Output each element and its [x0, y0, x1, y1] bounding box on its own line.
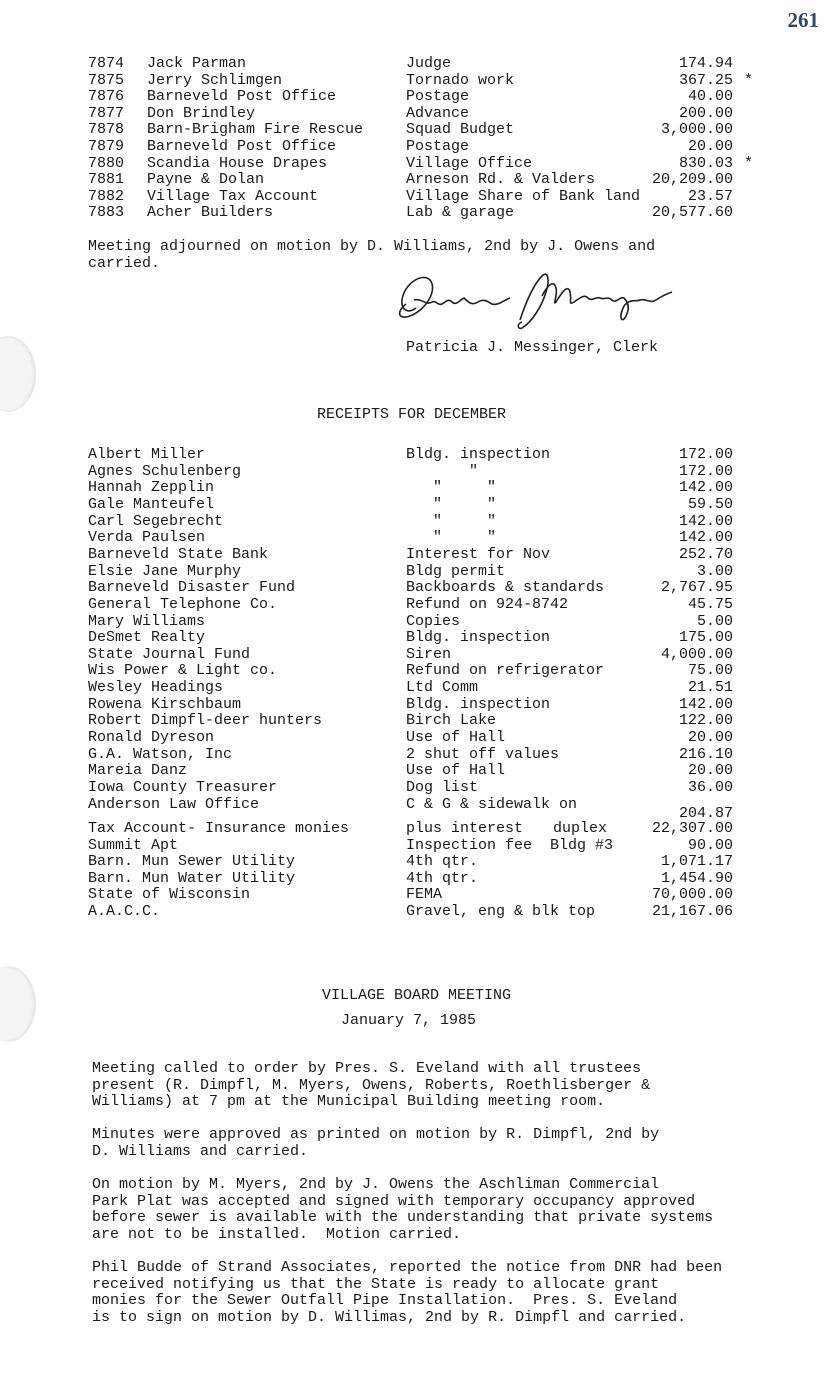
receipt-amount: 142.00	[678, 479, 733, 497]
payee-name: Payne & Dolan	[147, 171, 265, 189]
receipt-description: " "	[406, 529, 497, 547]
check-number: 7881	[88, 171, 125, 189]
payment-description: Postage	[406, 138, 470, 155]
receipt-description: Refund on refrigerator	[406, 662, 605, 680]
receipt-description: Inspection fee Bldg #3	[406, 836, 614, 854]
payee-name: Barneveld Post Office	[147, 138, 337, 155]
receipt-name: Barneveld State Bank	[88, 545, 269, 563]
receipt-name: State of Wisconsin	[88, 886, 251, 904]
receipt-amount: 216.10	[678, 745, 733, 763]
receipt-amount: 4,000.00	[660, 645, 733, 663]
payment-description: Village Share of Bank land	[406, 187, 641, 205]
receipt-description: Use of Hall	[406, 729, 506, 747]
receipt-description: Copies	[406, 612, 461, 630]
receipt-amount: 175.00	[678, 629, 733, 647]
meeting-date: January 7, 1985	[341, 1012, 477, 1029]
check-number: 7883	[88, 204, 125, 222]
receipt-description: Ltd Comm	[406, 679, 479, 697]
punch-hole	[0, 966, 36, 1042]
receipt-name: Mareia Danz	[88, 762, 188, 780]
payee-name: Village Tax Account	[147, 187, 319, 205]
receipt-amount: 1,454.90	[660, 869, 733, 887]
payment-amount: 20,209.00	[651, 171, 733, 189]
receipt-description: " "	[406, 479, 497, 497]
paragraph: On motion by M. Myers, 2nd by J. Owens the Aschliman Commercial Park Plat was accepted and signed with temporary occupancy approved before sewer is available with the understanding that private systems are not to be installed. Motion carried.	[92, 1176, 714, 1243]
receipts-heading: RECEIPTS FOR DECEMBER	[317, 406, 507, 423]
receipt-description: Interest for Nov	[406, 545, 551, 563]
receipt-description: Use of Hall	[406, 762, 506, 780]
page-number: 261	[787, 8, 819, 32]
receipt-amount: 70,000.00	[651, 886, 733, 904]
receipt-amount: 172.00	[678, 446, 733, 463]
payment-description: Tornado work	[406, 71, 515, 89]
paragraph: Meeting called to order by Pres. S. Eveland with all trustees present (R. Dimpfl, M. Myers, Owens, Roberts, Roethlisberger & Williams) at 7 pm at the Municipal Building meeting room.	[92, 1060, 651, 1110]
receipt-name: Ronald Dyreson	[88, 729, 215, 747]
payee-name: Jack Parman	[147, 55, 247, 72]
receipt-description: Bldg. inspection	[406, 629, 551, 647]
receipt-amount: 20.00	[687, 762, 733, 780]
receipt-name: Iowa County Treasurer	[88, 779, 278, 796]
check-number: 7877	[88, 104, 125, 122]
receipt-description: Birch Lake	[406, 712, 497, 730]
receipt-description: Backboards & standards	[406, 579, 605, 597]
receipt-name: Wesley Headings	[88, 679, 224, 697]
payment-amount: 23.57	[687, 187, 733, 205]
clerk-name: Patricia J. Messinger, Clerk	[406, 339, 659, 356]
receipt-description: Siren	[406, 645, 452, 663]
receipt-name: Rowena Kirschbaum	[88, 695, 242, 713]
payment-amount: 174.94	[678, 55, 733, 72]
receipt-amount: 142.00	[678, 512, 733, 530]
receipt-amount: 36.00	[687, 779, 733, 796]
paragraph: Phil Budde of Strand Associates, reported the notice from DNR had been received notifying us that the State is ready to allocate grant monies for the Sewer Outfall Pipe Installation. Pres. S. Eveland is to sign on motion by D. Willimas, 2nd by R. Dimpfl and carried.	[92, 1259, 723, 1326]
payee-name: Acher Builders	[147, 204, 274, 222]
meeting-heading: VILLAGE BOARD MEETING	[322, 987, 512, 1004]
star-mark: *	[744, 71, 754, 89]
receipt-description: 4th qtr.	[406, 869, 479, 887]
payment-description: Squad Budget	[406, 121, 515, 139]
payment-description: Lab & garage	[406, 204, 515, 222]
receipt-amount: 2,767.95	[660, 579, 733, 597]
signature	[392, 262, 682, 338]
punch-hole	[0, 336, 36, 412]
receipt-name: Barn. Mun Water Utility	[88, 869, 296, 887]
receipt-description: plus interest	[406, 820, 524, 837]
receipt-name: Mary Williams	[88, 612, 206, 630]
receipt-name: Albert Miller	[88, 446, 206, 463]
receipt-amount: 142.00	[678, 529, 733, 547]
check-number: 7878	[88, 121, 125, 139]
receipt-name: A.A.C.C.	[88, 903, 161, 920]
receipt-amount: 22,307.00	[651, 820, 733, 837]
receipt-description: "	[406, 462, 479, 480]
anderson-amount: 204.87	[678, 805, 733, 822]
check-number: 7879	[88, 138, 125, 155]
receipt-description: Bldg. inspection	[406, 695, 551, 713]
receipt-amount: 122.00	[678, 712, 733, 730]
receipt-name: Robert Dimpfl-deer hunters	[88, 712, 323, 730]
payment-amount: 3,000.00	[660, 121, 733, 139]
payment-description: Village Office	[406, 154, 533, 172]
payment-description: Arneson Rd. & Valders	[406, 171, 596, 189]
payment-amount: 20,577.60	[651, 204, 733, 222]
receipt-name: Barneveld Disaster Fund	[88, 579, 296, 597]
receipt-name: Wis Power & Light co.	[88, 662, 278, 680]
receipt-name: Verda Paulsen	[88, 529, 206, 547]
adjourned-text: Meeting adjourned on motion by D. Williams, 2nd by J. Owens and carried.	[88, 238, 656, 272]
payment-description: Advance	[406, 104, 470, 122]
receipt-amount: 142.00	[678, 695, 733, 713]
receipt-name: Barn. Mun Sewer Utility	[88, 853, 296, 871]
receipt-amount: 21,167.06	[651, 903, 733, 920]
receipt-description: Dog list	[406, 779, 479, 796]
payment-amount: 20.00	[687, 138, 733, 155]
payment-amount: 367.25	[678, 71, 733, 89]
receipt-description: " "	[406, 512, 497, 530]
receipt-amount: 3.00	[696, 562, 733, 580]
receipt-name: Tax Account- Insurance monies	[88, 820, 350, 837]
payment-amount: 830.03	[678, 154, 733, 172]
receipt-name: General Telephone Co.	[88, 595, 278, 613]
receipt-description: 2 shut off values	[406, 745, 560, 763]
payment-description: Postage	[406, 88, 470, 106]
receipt-description: 4th qtr.	[406, 853, 479, 871]
check-number: 7874	[88, 55, 125, 72]
check-number: 7876	[88, 88, 125, 106]
receipt-amount: 75.00	[687, 662, 733, 680]
payee-name: Jerry Schlimgen	[147, 71, 283, 89]
receipt-name: Agnes Schulenberg	[88, 462, 242, 480]
receipt-description: Bldg permit	[406, 562, 506, 580]
receipt-name: G.A. Watson, Inc	[88, 745, 233, 763]
payee-name: Don Brindley	[147, 104, 256, 122]
receipt-description: Bldg. inspection	[406, 446, 551, 463]
receipt-amount: 252.70	[678, 545, 733, 563]
receipt-name: Hannah Zepplin	[88, 479, 215, 497]
receipt-name: Anderson Law Office	[88, 795, 260, 813]
star-mark: *	[744, 154, 754, 172]
payment-amount: 200.00	[678, 104, 733, 122]
receipt-description: Gravel, eng & blk top	[406, 903, 596, 920]
paragraph: Minutes were approved as printed on motion by R. Dimpfl, 2nd by D. Williams and carried.	[92, 1126, 660, 1160]
payee-name: Barneveld Post Office	[147, 88, 337, 106]
receipt-name: Elsie Jane Murphy	[88, 562, 242, 580]
payment-description: Judge	[406, 55, 452, 72]
receipt-description: FEMA	[406, 886, 443, 904]
duplex-note: duplex	[553, 820, 608, 837]
payee-name: Barn-Brigham Fire Rescue	[147, 121, 364, 139]
receipt-name: State Journal Fund	[88, 645, 251, 663]
payee-name: Scandia House Drapes	[147, 154, 328, 172]
receipt-amount: 90.00	[687, 836, 733, 854]
receipt-name: Carl Segebrecht	[88, 512, 224, 530]
check-number: 7875	[88, 71, 125, 89]
check-number: 7880	[88, 154, 125, 172]
receipt-name: DeSmet Realty	[88, 629, 206, 647]
receipt-amount: 59.50	[687, 495, 733, 513]
receipt-name: Gale Manteufel	[88, 495, 215, 513]
receipt-amount: 5.00	[696, 612, 733, 630]
receipt-description: C & G & sidewalk on	[406, 795, 578, 813]
receipt-amount: 21.51	[687, 679, 733, 697]
receipt-amount: 20.00	[687, 729, 733, 747]
payment-amount: 40.00	[687, 88, 733, 106]
receipt-name: Summit Apt	[88, 836, 179, 854]
receipt-amount: 172.00	[678, 462, 733, 480]
receipt-amount: 45.75	[687, 595, 733, 613]
receipt-description: Refund on 924-8742	[406, 595, 569, 613]
receipt-description: " "	[406, 495, 497, 513]
receipt-amount: 1,071.17	[660, 853, 733, 871]
check-number: 7882	[88, 187, 125, 205]
